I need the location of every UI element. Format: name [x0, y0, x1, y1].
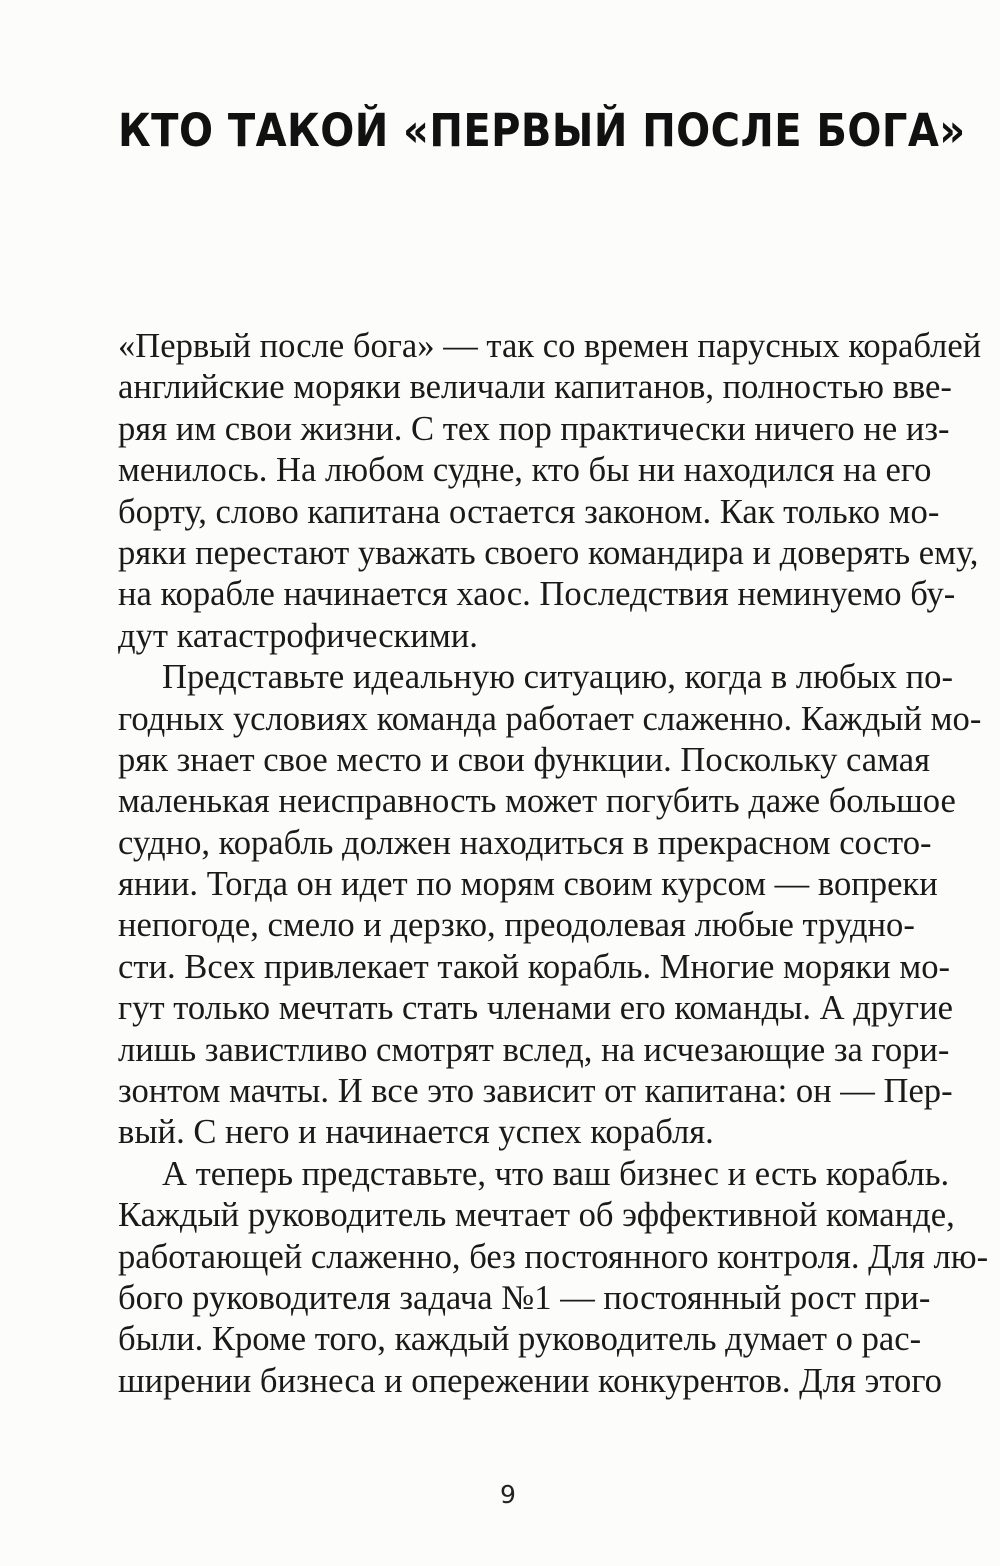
text-line: английские моряки величали капитанов, полностью вве-: [118, 368, 952, 407]
text-line: годных условиях команда работает слаженно. Каждый мо-: [118, 699, 982, 738]
text-line: сти. Всех привлекает такой корабль. Многие моряки мо-: [118, 947, 951, 986]
text-line: Представьте идеальную ситуацию, когда в любых по-: [162, 658, 953, 697]
body-text: [118, 326, 989, 1402]
text-line: борту, слово капитана остается законом. Как только мо-: [118, 492, 940, 531]
text-line: гут только мечтать стать членами его команды. А другие: [118, 989, 953, 1028]
text-line: были. Кроме того, каждый руководитель думает о рас-: [118, 1320, 922, 1359]
text-line: ряк знает свое место и свои функции. Поскольку самая: [118, 740, 931, 779]
page-number: 9: [500, 1480, 516, 1509]
text-line: зонтом мачты. И все это зависит от капитана: он — Пер-: [118, 1072, 953, 1111]
paragraph-3: [118, 1154, 989, 1402]
text-line: на корабле начинается хаос. Последствия неминуемо бу-: [118, 575, 956, 614]
text-line: маленькая неисправность может погубить даже большое: [118, 782, 956, 821]
text-line: работающей слаженно, без постоянного контроля. Для лю-: [118, 1237, 989, 1276]
text-line: «Первый после бога» — так со времен парусных кораблей: [118, 327, 982, 365]
text-line: ширении бизнеса и опережении конкурентов. Для этого: [118, 1361, 942, 1400]
text-line: янии. Тогда он идет по морям своим курсом — вопреки: [118, 865, 938, 904]
chapter-title: КТО ТАКОЙ «ПЕРВЫЙ ПОСЛЕ БОГА»: [118, 104, 966, 157]
paragraph-1: [118, 326, 982, 657]
text-line: дут катастрофическими.: [118, 616, 478, 655]
text-line: менилось. На любом судне, кто бы ни находился на его: [118, 451, 932, 490]
text-line: непогоде, смело и дерзко, преодолевая любые трудно-: [118, 906, 915, 945]
text-line: ряки перестают уважать своего командира и доверять ему,: [118, 533, 979, 572]
paragraph-2: [118, 657, 982, 1154]
text-line: Каждый руководитель мечтает об эффективной команде,: [118, 1196, 955, 1235]
text-line: судно, корабль должен находиться в прекрасном состо-: [118, 823, 932, 862]
text-line: лишь завистливо смотрят вслед, на исчезающие за гори-: [118, 1030, 950, 1069]
text-line: А теперь представьте, что ваш бизнес и есть корабль.: [162, 1154, 950, 1193]
text-line: бого руководителя задача №1 — постоянный рост при-: [118, 1278, 931, 1317]
text-line: ряя им свои жизни. С тех пор практически ничего не из-: [118, 409, 950, 448]
text-line: вый. С него и начинается успех корабля.: [118, 1113, 714, 1152]
